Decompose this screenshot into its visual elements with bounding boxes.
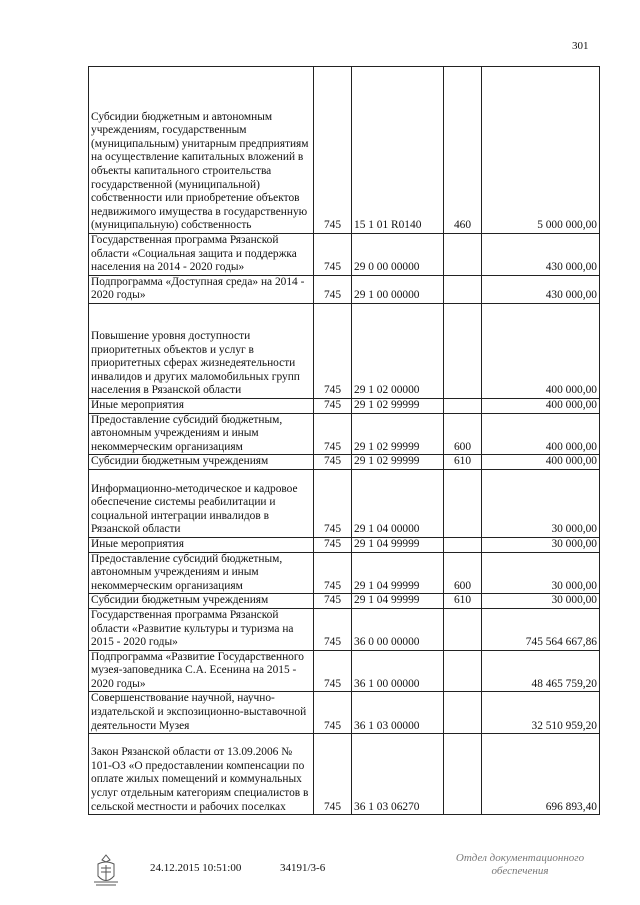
row-vr-cell: [444, 234, 482, 276]
row-vr-cell: [444, 608, 482, 650]
row-ved-cell: 745: [314, 455, 352, 470]
row-sum-cell: 30 000,00: [482, 469, 600, 537]
row-csr-cell: 36 1 03 00000: [352, 692, 444, 734]
row-sum-cell: 400 000,00: [482, 455, 600, 470]
row-vr-cell: 610: [444, 594, 482, 609]
row-sum-cell: 32 510 959,20: [482, 692, 600, 734]
row-vr-cell: 600: [444, 552, 482, 594]
coat-of-arms-icon: [88, 852, 124, 888]
row-name-cell: Предоставление субсидий бюджетным, автономным учреждениям и иным некоммерческим организациям: [89, 552, 314, 594]
row-csr-cell: 29 1 02 99999: [352, 398, 444, 413]
row-csr-cell: 29 1 04 00000: [352, 469, 444, 537]
row-sum-cell: 430 000,00: [482, 275, 600, 303]
row-vr-cell: [444, 303, 482, 398]
table-row: [89, 552, 600, 594]
row-csr-cell: 29 1 02 00000: [352, 303, 444, 398]
row-ved-cell: 745: [314, 413, 352, 455]
department-stamp: Отдел документационного обеспечения: [455, 852, 585, 877]
row-ved-cell: 745: [314, 537, 352, 552]
row-csr-cell: 29 1 04 99999: [352, 537, 444, 552]
row-csr-cell: 29 1 02 99999: [352, 413, 444, 455]
row-vr-cell: [444, 469, 482, 537]
row-name-cell: Информационно-методическое и кадровое обеспечение системы реабилитации и социальной интеграции инвалидов в Рязанской области: [89, 469, 314, 537]
row-name-cell: Закон Рязанской области от 13.09.2006 № 101-ОЗ «О предоставлении компенсации по оплате жилых помещений и коммунальных услуг отдельным категориям специалистов в сельской местности и рабочих поселках: [89, 734, 314, 815]
footer-timestamp: 24.12.2015 10:51:00: [150, 862, 242, 874]
row-ved-cell: 745: [314, 469, 352, 537]
row-csr-cell: 36 1 03 06270: [352, 734, 444, 815]
row-vr-cell: 610: [444, 455, 482, 470]
row-vr-cell: [444, 398, 482, 413]
table-row: [89, 692, 600, 734]
row-ved-cell: 745: [314, 692, 352, 734]
row-sum-cell: 30 000,00: [482, 552, 600, 594]
row-sum-cell: 5 000 000,00: [482, 67, 600, 234]
row-name-cell: Подпрограмма «Доступная среда» на 2014 - 2020 годы»: [89, 275, 314, 303]
row-name-cell: Субсидии бюджетным учреждениям: [89, 455, 314, 470]
row-ved-cell: 745: [314, 608, 352, 650]
page-number: 301: [572, 40, 589, 52]
row-vr-cell: [444, 692, 482, 734]
row-sum-cell: 696 893,40: [482, 734, 600, 815]
row-name-cell: Совершенствование научной, научно-издательской и экспозиционно-выставочной деятельности Музея: [89, 692, 314, 734]
row-name-cell: Государственная программа Рязанской области «Социальная защита и поддержка населения на 2014 - 2020 годы»: [89, 234, 314, 276]
row-csr-cell: 29 1 04 99999: [352, 552, 444, 594]
row-ved-cell: 745: [314, 67, 352, 234]
row-ved-cell: 745: [314, 650, 352, 692]
row-ved-cell: 745: [314, 234, 352, 276]
table-row: [89, 734, 600, 815]
table-row: [89, 234, 600, 276]
table-row: [89, 67, 600, 234]
row-ved-cell: 745: [314, 594, 352, 609]
row-sum-cell: 745 564 667,86: [482, 608, 600, 650]
row-csr-cell: 29 0 00 00000: [352, 234, 444, 276]
row-name-cell: Субсидии бюджетным и автономным учреждениям, государственным (муниципальным) унитарным предприятиям на осуществление капитальных вложений в объекты капитального строительства государственной (муниципальной) собственности или приобретение объектов недвижимого имущества в государственную (муниципальную) собственность: [89, 67, 314, 234]
row-ved-cell: 745: [314, 734, 352, 815]
row-csr-cell: 29 1 02 99999: [352, 455, 444, 470]
footer-doc-number: 34191/3-6: [280, 862, 326, 874]
row-vr-cell: 460: [444, 67, 482, 234]
table-row: [89, 608, 600, 650]
row-sum-cell: 400 000,00: [482, 303, 600, 398]
row-name-cell: Повышение уровня доступности приоритетных объектов и услуг в приоритетных сферах жизнедеятельности инвалидов и других маломобильных групп населения в Рязанской области: [89, 303, 314, 398]
table-row: [89, 275, 600, 303]
row-name-cell: Подпрограмма «Развитие Государственного музея-заповедника С.А. Есенина на 2015 - 2020 годы»: [89, 650, 314, 692]
row-name-cell: Субсидии бюджетным учреждениям: [89, 594, 314, 609]
row-csr-cell: 36 0 00 00000: [352, 608, 444, 650]
row-sum-cell: 430 000,00: [482, 234, 600, 276]
row-csr-cell: 29 1 00 00000: [352, 275, 444, 303]
row-sum-cell: 400 000,00: [482, 398, 600, 413]
table-row: [89, 537, 600, 552]
row-ved-cell: 745: [314, 398, 352, 413]
row-name-cell: Государственная программа Рязанской области «Развитие культуры и туризма на 2015 - 2020 годы»: [89, 608, 314, 650]
row-sum-cell: 30 000,00: [482, 594, 600, 609]
budget-table: [88, 66, 600, 815]
table-row: [89, 413, 600, 455]
row-name-cell: Иные мероприятия: [89, 537, 314, 552]
row-csr-cell: 36 1 00 00000: [352, 650, 444, 692]
table-row: [89, 650, 600, 692]
row-vr-cell: 600: [444, 413, 482, 455]
row-vr-cell: [444, 734, 482, 815]
row-name-cell: Иные мероприятия: [89, 398, 314, 413]
row-vr-cell: [444, 537, 482, 552]
row-ved-cell: 745: [314, 552, 352, 594]
row-sum-cell: 30 000,00: [482, 537, 600, 552]
row-ved-cell: 745: [314, 303, 352, 398]
table-row: [89, 303, 600, 398]
row-name-cell: Предоставление субсидий бюджетным, автономным учреждениям и иным некоммерческим организациям: [89, 413, 314, 455]
row-ved-cell: 745: [314, 275, 352, 303]
row-csr-cell: 15 1 01 R0140: [352, 67, 444, 234]
budget-table-body: [89, 67, 600, 815]
row-vr-cell: [444, 275, 482, 303]
row-vr-cell: [444, 650, 482, 692]
table-row: [89, 398, 600, 413]
row-sum-cell: 400 000,00: [482, 413, 600, 455]
table-row: [89, 469, 600, 537]
row-sum-cell: 48 465 759,20: [482, 650, 600, 692]
table-row: [89, 455, 600, 470]
table-row: [89, 594, 600, 609]
row-csr-cell: 29 1 04 99999: [352, 594, 444, 609]
